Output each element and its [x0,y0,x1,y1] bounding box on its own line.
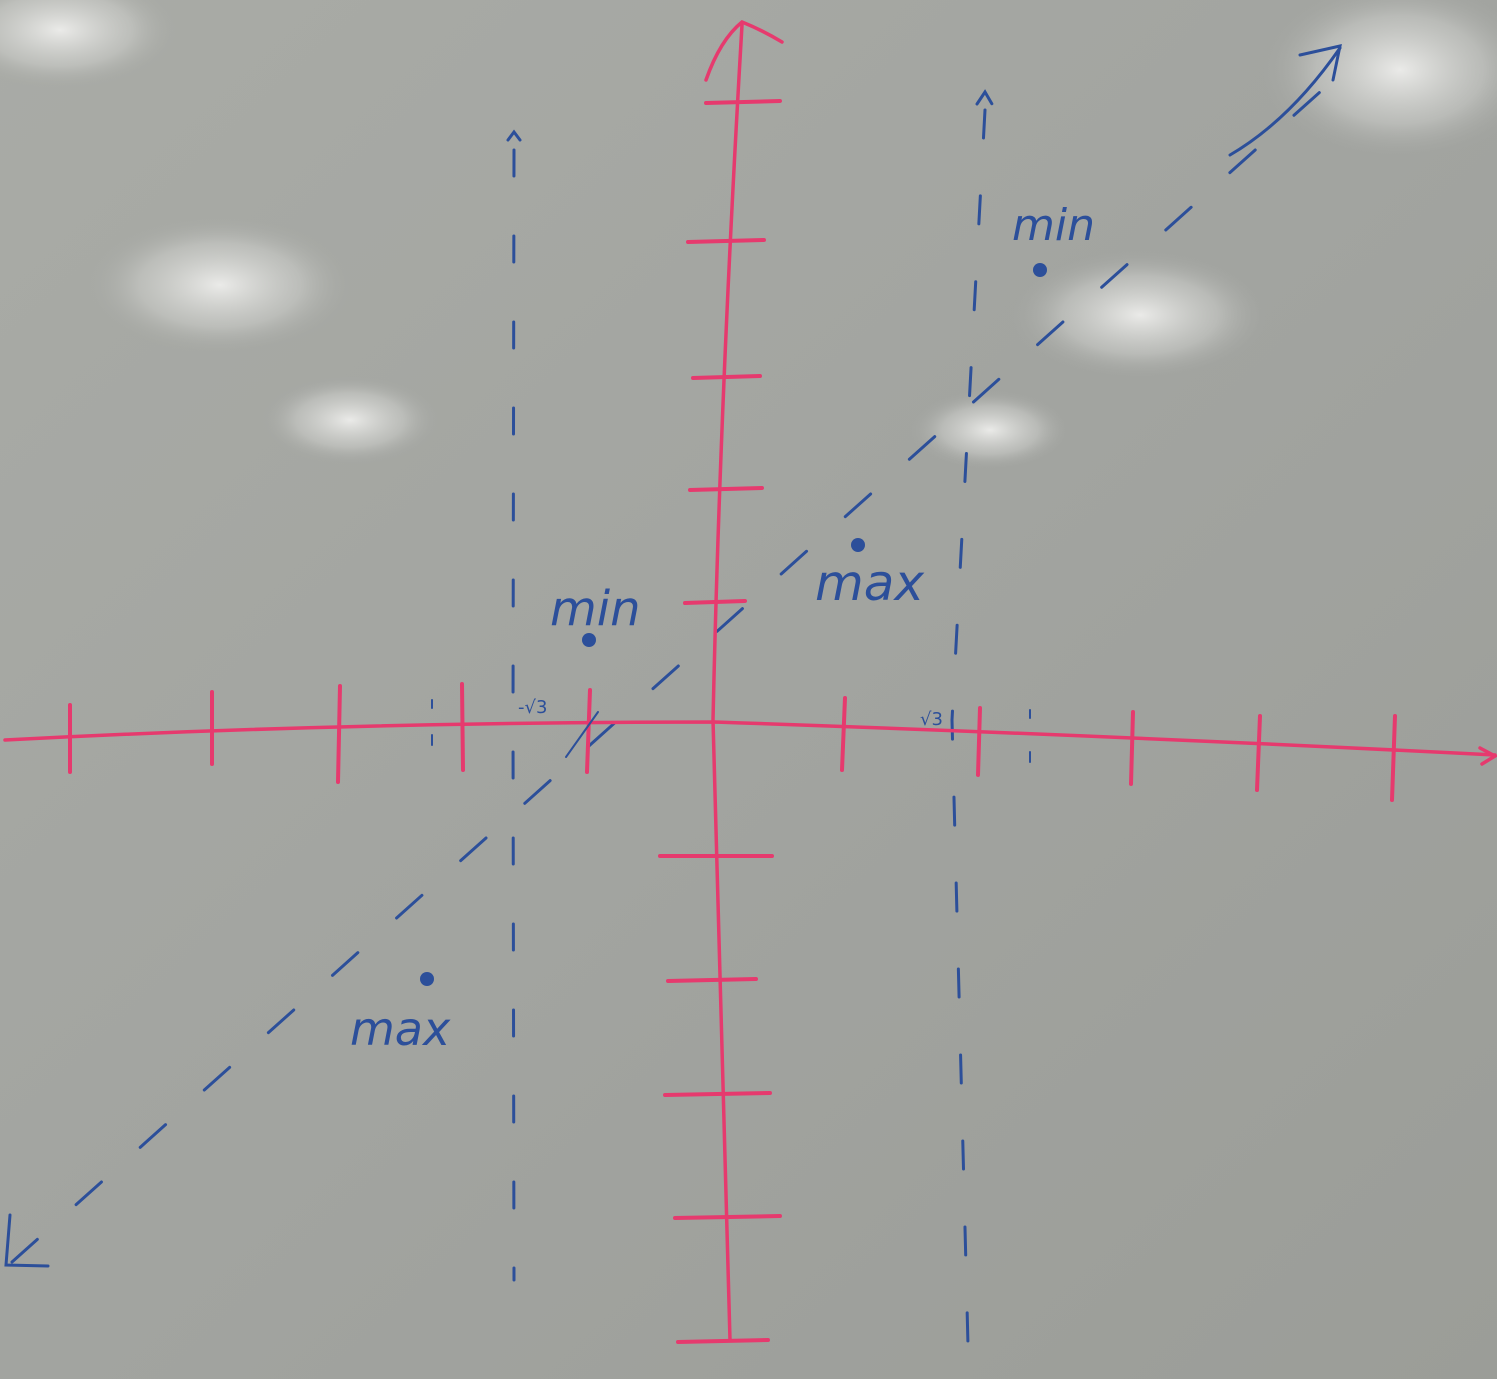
point-max-center-right [851,538,865,552]
point-min-top-right [1033,263,1047,277]
label-max-center-right: max [815,554,924,612]
point-max-bottom-left [420,972,434,986]
label-min-center-left: min [550,581,641,637]
label-min-top-right: min [1012,200,1095,251]
label-max-bottom-left: max [350,1002,451,1056]
label-pos-root3: √3 [920,709,943,730]
label-neg-root3: -√3 [518,697,548,718]
